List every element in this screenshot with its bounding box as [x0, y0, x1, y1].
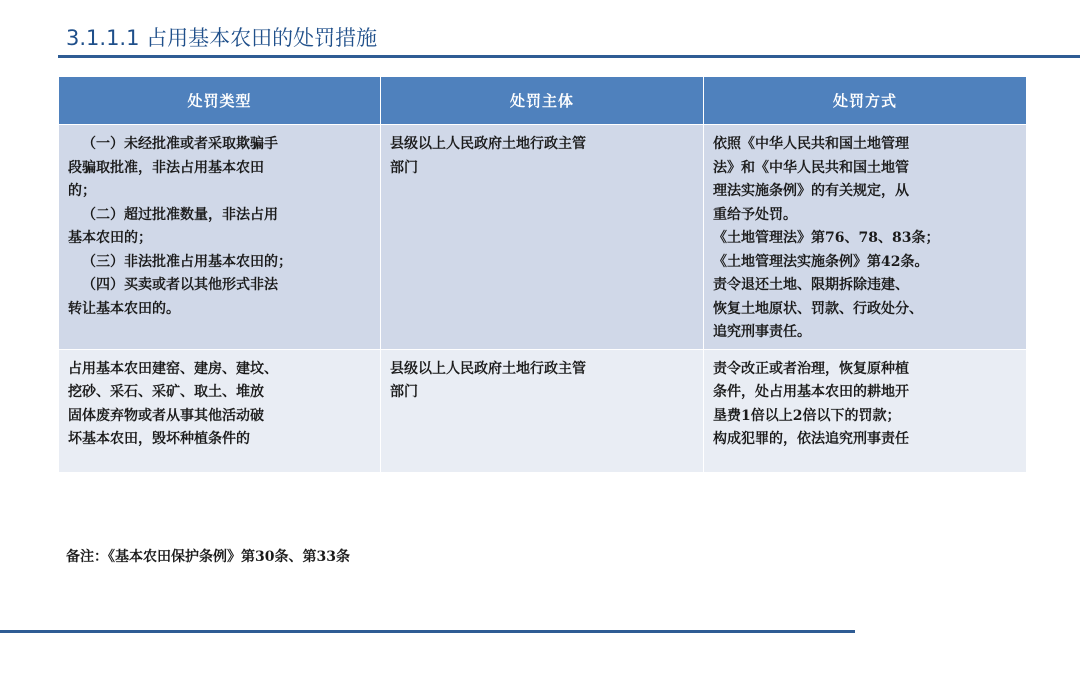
penalty-table	[58, 76, 1027, 473]
cell-line: 固体废弃物或者从事其他活动破	[68, 407, 264, 424]
title-divider	[58, 55, 1080, 58]
cell-line: 追究刑事责任。	[713, 324, 811, 340]
cell-line: 责令改正或者治理，恢复原种植	[713, 360, 909, 377]
cell-line: 构成犯罪的，依法追究刑事责任	[713, 431, 909, 447]
slide-title: 3.1.1.1 占用基本农田的处罚措施	[66, 26, 378, 50]
footnote: 备注：《基本农田保护条例》第30条、第33条	[66, 549, 350, 565]
cell-line: 依照《中华人民共和国土地管理	[713, 136, 909, 152]
cell-penalty-type	[59, 349, 381, 472]
cell-line: 垦费1倍以上2倍以下的罚款；	[713, 407, 901, 424]
cell-penalty-subject	[381, 349, 704, 472]
table-row	[59, 125, 1027, 350]
cell-line: 部门	[390, 384, 418, 400]
cell-line: 法》和《中华人民共和国土地管	[713, 159, 909, 176]
cell-penalty-method	[704, 125, 1027, 350]
table-row	[59, 349, 1027, 472]
cell-line: 的；	[68, 183, 96, 199]
cell-line: 基本农田的；	[68, 230, 152, 246]
header-penalty-type: 处罚类型	[59, 77, 381, 125]
header-penalty-subject: 处罚主体	[381, 77, 704, 125]
cell-line: 占用基本农田建窑、建房、建坟、	[68, 360, 278, 377]
cell-line: 《土地管理法实施条例》第42条。	[713, 253, 929, 270]
cell-penalty-subject	[381, 125, 704, 350]
cell-penalty-type	[59, 125, 381, 350]
bottom-divider	[0, 630, 855, 633]
cell-line: 挖砂、采石、采矿、取土、堆放	[68, 384, 264, 400]
cell-line: 恢复土地原状、罚款、行政处分、	[713, 300, 923, 317]
cell-line: 部门	[390, 159, 418, 176]
cell-line: 坏基本农田，毁坏种植条件的	[68, 431, 250, 447]
cell-line: 段骗取批准，非法占用基本农田	[68, 159, 264, 176]
cell-line: （一）未经批准或者采取欺骗手	[82, 136, 278, 152]
cell-line: （三）非法批准占用基本农田的；	[82, 253, 292, 270]
cell-penalty-method	[704, 349, 1027, 472]
cell-line: 县级以上人民政府土地行政主管	[390, 136, 586, 152]
table-header-row	[59, 77, 1027, 125]
cell-line: 重给予处罚。	[713, 206, 797, 223]
cell-line: 《土地管理法》第76、78、83条；	[713, 230, 940, 246]
cell-line: 条件，处占用基本农田的耕地开	[713, 384, 909, 400]
cell-line: 理法实施条例》的有关规定，从	[713, 183, 909, 199]
cell-line: （二）超过批准数量，非法占用	[82, 206, 278, 223]
cell-line: 县级以上人民政府土地行政主管	[390, 360, 586, 377]
cell-line: （四）买卖或者以其他形式非法	[82, 277, 278, 293]
cell-line: 转让基本农田的。	[68, 300, 180, 317]
cell-line: 责令退还土地、限期拆除违建、	[713, 277, 909, 293]
header-penalty-method: 处罚方式	[704, 77, 1027, 125]
